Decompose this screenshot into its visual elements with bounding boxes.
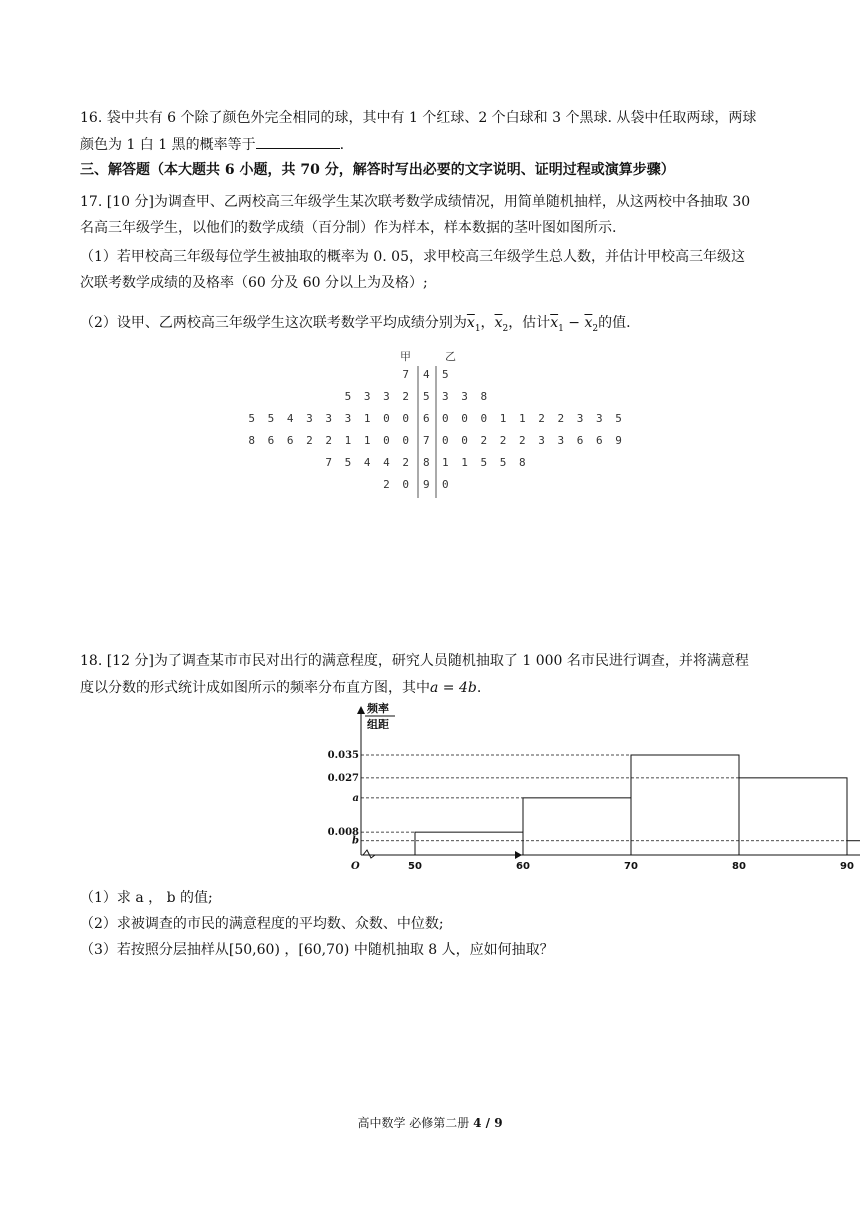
q17-part1-line1: （1）若甲校高三年级每位学生被抽取的概率为 0. 05，求甲校高三年级学生总人数，并估计甲校高三年级这 bbox=[80, 249, 745, 265]
stem-leaf-right-leaves: 5 bbox=[442, 368, 452, 381]
stem-leaf-plot bbox=[248, 348, 625, 500]
q17-part2 bbox=[80, 313, 780, 339]
stem-leaf-left-leaves: 2 0 bbox=[383, 478, 412, 491]
answer-blank bbox=[256, 134, 340, 149]
y-axis-arrow bbox=[357, 706, 365, 714]
x2-bar-b: $\overline{x}$ bbox=[584, 315, 593, 331]
q16-line1: 16. 袋中共有 6 个除了颜色外完全相同的球，其中有 1 个红球、2 个白球和 3 个黑球. 从袋中任取两球，两球 bbox=[80, 110, 757, 126]
stem-leaf-right-leaves: 0 0 2 2 2 3 3 6 6 9 bbox=[442, 434, 625, 447]
q18-line1: 18. [12 分]为了调查某市市民对出行的满意程度，研究人员随机抽取了 1 000 名市民进行调查，并将满意程 bbox=[80, 653, 749, 669]
stem-leaf-stem: 6 bbox=[423, 412, 430, 425]
stem-leaf-right-leaves: 3 3 8 bbox=[442, 390, 491, 403]
q16-line2-end: . bbox=[339, 137, 345, 153]
q18-line2-text: 度以分数的形式统计成如图所示的频率分布直方图，其中 bbox=[80, 680, 430, 696]
stem-leaf-left-leaves: 8 6 6 2 2 1 1 0 0 bbox=[248, 434, 412, 447]
stem-leaf-left-leaves: 7 bbox=[402, 368, 412, 381]
stem-leaf-header-right: 乙 bbox=[445, 350, 456, 363]
q17-line1: 17. [10 分]为调查甲、乙两校高三年级学生某次联考数学成绩情况，用简单随机抽样，从这两校中各抽取 30 bbox=[80, 194, 751, 210]
q18-equation: a = 4b bbox=[430, 680, 477, 696]
section-title: 三、解答题（本大题共 6 小题，共 70 分，解答时写出必要的文字说明、证明过程或演算步骤） bbox=[80, 162, 675, 178]
stem-leaf-left-leaves: 7 5 4 4 2 bbox=[325, 456, 412, 469]
y-tick-label: 0.027 bbox=[327, 772, 359, 784]
stem-leaf-right-leaves: 0 0 0 1 1 2 2 3 3 5 bbox=[442, 412, 625, 425]
histogram-bar bbox=[523, 798, 631, 855]
x2-sub: 2 bbox=[502, 323, 509, 334]
page-number: 4 / 9 bbox=[473, 1116, 503, 1130]
x-tick-label: 60 bbox=[516, 861, 530, 872]
stem-leaf-right-leaves: 0 bbox=[442, 478, 452, 491]
x-tick-label: 70 bbox=[624, 861, 638, 872]
x-tick-label: 80 bbox=[732, 861, 746, 872]
comma-1: ， bbox=[480, 315, 495, 331]
q17-part2-mid: ，估计 bbox=[508, 315, 551, 331]
x2-bar: $\overline{x}$ bbox=[494, 315, 503, 331]
histogram-bar bbox=[739, 778, 847, 855]
q18-part3: （3）若按照分层抽样从[50,60) ，[60,70) 中随机抽取 8 人，应如何抽取？ bbox=[80, 942, 554, 958]
stem-leaf-left-leaves: 5 5 4 3 3 3 1 0 0 bbox=[248, 412, 412, 425]
y-label-bottom: 组距 bbox=[367, 718, 389, 731]
q16-line2 bbox=[80, 134, 780, 155]
x-tick-label: 90 bbox=[840, 861, 854, 872]
stem-leaf-stem: 9 bbox=[423, 478, 430, 491]
x1-sub: 1 bbox=[474, 323, 481, 334]
histogram-bar bbox=[847, 841, 860, 855]
x1-sub-b: 1 bbox=[558, 323, 564, 334]
histogram-bar bbox=[415, 832, 523, 855]
stem-leaf-header-left: 甲 bbox=[400, 350, 411, 363]
q18-part2: （2）求被调查的市民的满意程度的平均数、众数、中位数; bbox=[80, 916, 444, 932]
stem-leaf-stem: 4 bbox=[423, 368, 430, 381]
stem-leaf-lines bbox=[270, 348, 610, 508]
q17-part2-end: 的值. bbox=[598, 315, 631, 331]
q17-line2: 名高三年级学生，以他们的数学成绩（百分制）作为样本，样本数据的茎叶图如图所示. bbox=[80, 220, 617, 236]
stem-leaf-left-leaves: 5 3 3 2 bbox=[344, 390, 412, 403]
q17-part2-text: （2）设甲、乙两校高三年级学生这次联考数学平均成绩分别为 bbox=[80, 315, 467, 331]
q18-line2-end: . bbox=[476, 680, 482, 696]
minus-sign: − bbox=[563, 315, 585, 331]
x-tick-label: 50 bbox=[408, 861, 422, 872]
q16-line2-text: 颜色为 1 白 1 黑的概率等于 bbox=[80, 137, 256, 153]
y-label-top: 频率 bbox=[367, 702, 389, 715]
y-tick-label: 0.008 bbox=[327, 827, 359, 839]
footer-text: 高中数学 必修第二册 bbox=[357, 1116, 470, 1130]
y-tick-label: 0.035 bbox=[327, 750, 359, 761]
stem-leaf-right-leaves: 1 1 5 5 8 bbox=[442, 456, 529, 469]
stem-leaf-stem: 8 bbox=[423, 456, 430, 469]
stem-leaf-stem: 7 bbox=[423, 434, 430, 447]
y-tick-label: a bbox=[352, 792, 359, 804]
q18-line2 bbox=[80, 678, 780, 698]
q17-part1-line2: 次联考数学成绩的及格率（60 分及 60 分以上为及格）; bbox=[80, 275, 428, 291]
x2-sub-b: 2 bbox=[592, 323, 599, 334]
x1-bar-b: $\overline{x}$ bbox=[550, 315, 559, 331]
histogram-chart bbox=[325, 700, 854, 880]
origin-label: O bbox=[351, 861, 360, 872]
stem-leaf-stem: 5 bbox=[423, 390, 430, 403]
x1-bar: $\overline{x}$ bbox=[466, 315, 475, 331]
page-footer bbox=[0, 1114, 860, 1131]
histogram-bar bbox=[631, 755, 739, 855]
q18-part1: （1）求 a ， b 的值; bbox=[80, 890, 213, 906]
histogram-svg bbox=[325, 700, 854, 880]
y-tick-label: b bbox=[352, 835, 359, 847]
axis-break bbox=[363, 850, 375, 858]
